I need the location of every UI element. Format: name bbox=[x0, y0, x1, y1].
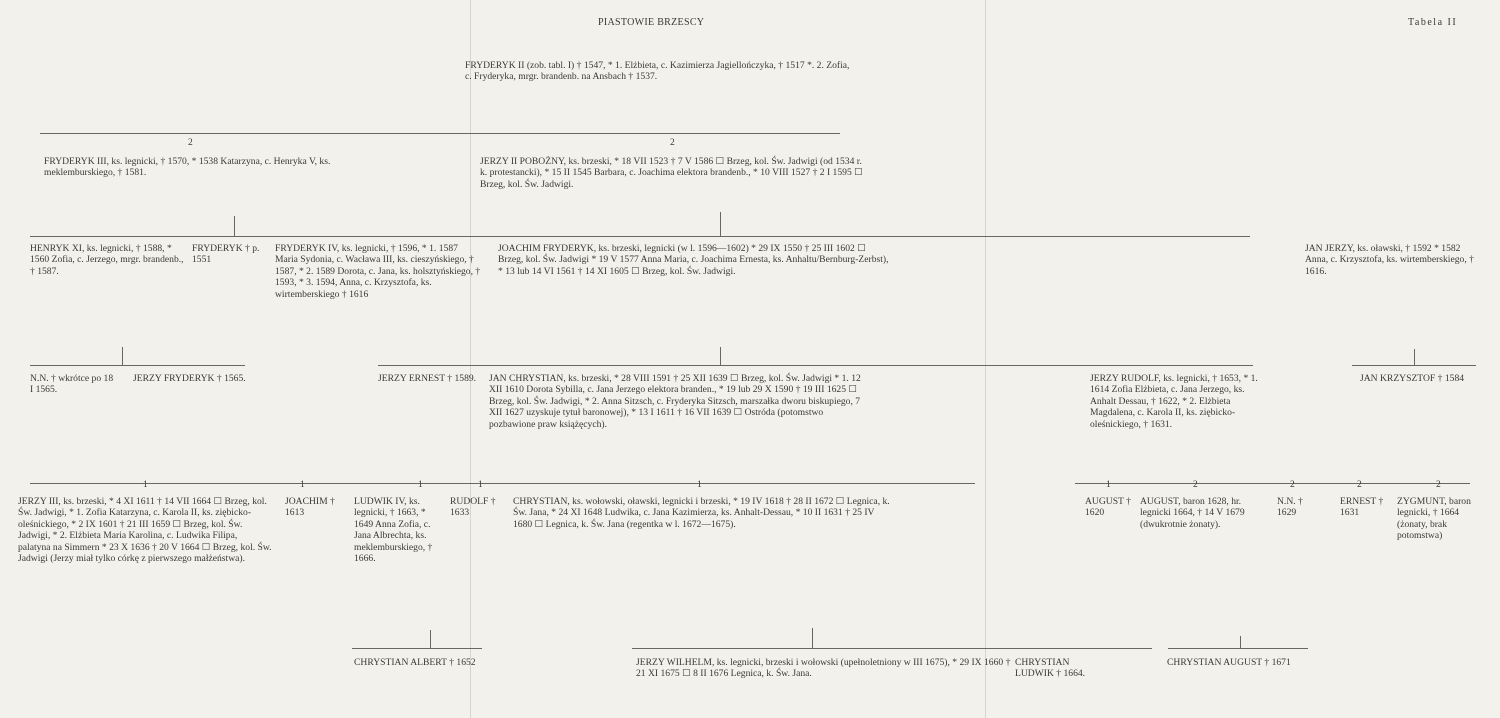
person-jerzy-3: JERZY III, ks. brzeski, * 4 XI 1611 † 14 VII 1664 ☐ Brzeg, kol. Św. Jadwigi, * 1. Zofia Katarzyna, c. Karola II, ks. ziębicko-oleśnickiego, * 2 IX 1601 † 21 III 1659 ☐ Brzeg, kol. Św. Jadwigi, * 2. Elżbieta Maria Karolina, c. Ludwika Filipa, palatyna na Simmern * 23 X 1636 † 20 V 1664 ☐ Brzeg, kol. Św. Jadwigi (Jerzy miał tylko córkę z pierwszego małżeństwa). bbox=[18, 496, 272, 565]
marriage-number: 1 bbox=[418, 480, 423, 490]
person-rudolf: RUDOLF † 1633 bbox=[450, 496, 496, 519]
person-chrystian-ludwik: CHRYSTIAN LUDWIK † 1664. bbox=[1015, 657, 1086, 680]
person-jan-jerzy: JAN JERZY, ks. oławski, † 1592 * 1582 Anna, c. Krzysztofa, ks. wirtemberskiego, † 1616. bbox=[1305, 243, 1474, 277]
marriage-number: 1 bbox=[1106, 480, 1111, 490]
person-jan-chrystian: JAN CHRYSTIAN, ks. brzeski, * 28 VIII 1591 † 25 XII 1639 ☐ Brzeg, kol. Św. Jadwigi * 1. 12 XII 1610 Dorota Sybilla, c. Jana Jerzego elektora branden., * 19 lub 29 X 1590 † 19 III 1625 ☐ Brzeg, kol. Św. Jadwigi, * 2. Anna Sitzsch, c. Fryderyka Sitzsch, marszałka dworu biskupiego, 7 XII 1627 uzyskuje tytuł baronowej), * 13 I 1611 † 16 VII 1639 ☐ Ostróda (potomstwo pozbawione praw książęcych). bbox=[489, 373, 861, 430]
descent-line bbox=[234, 216, 235, 236]
marriage-number: 1 bbox=[697, 480, 702, 490]
descent-line bbox=[720, 347, 721, 365]
marriage-number: 2 bbox=[1290, 480, 1295, 490]
marriage-number: 1 bbox=[300, 480, 305, 490]
sibling-bracket-gen5-right bbox=[1168, 648, 1308, 649]
page-fold-line bbox=[985, 0, 986, 718]
descent-line bbox=[812, 628, 813, 648]
sibling-bracket-gen4-left bbox=[30, 483, 975, 484]
sibling-bracket-gen3-mid bbox=[378, 365, 1253, 366]
sibling-bracket-gen2 bbox=[30, 236, 1250, 237]
person-august-baron: AUGUST, baron 1628, hr. legnicki 1664, † 14 V 1679 (dwukrotnie żonaty). bbox=[1140, 496, 1245, 530]
sibling-bracket-gen3-right bbox=[1352, 365, 1476, 366]
page-title: PIASTOWIE BRZESCY bbox=[598, 17, 705, 28]
person-ludwik-4: LUDWIK IV, ks. legnicki, † 1663, * 1649 Anna Zofia, c. Jana Albrechta, ks. meklemburskiego, † 1666. bbox=[354, 496, 433, 565]
person-joachim: JOACHIM † 1613 bbox=[285, 496, 335, 519]
person-chrystian-albert: CHRYSTIAN ALBERT † 1652 bbox=[354, 657, 476, 668]
sibling-bracket-gen3-left bbox=[30, 365, 245, 366]
person-ernest: ERNEST † 1631 bbox=[1340, 496, 1384, 519]
descent-line bbox=[1414, 349, 1415, 365]
sibling-bracket-gen1 bbox=[40, 133, 840, 134]
descent-line bbox=[1240, 636, 1241, 648]
descent-line bbox=[430, 630, 431, 648]
person-fryderyk-3: FRYDERYK III, ks. legnicki, † 1570, * 1538 Katarzyna, c. Henryka V, ks. meklemburskiego, † 1581. bbox=[44, 156, 331, 179]
person-jerzy-wilhelm: JERZY WILHELM, ks. legnicki, brzeski i wołowski (upełnoletniony w III 1675), * 29 IX 1660 † 21 XI 1675 ☐ 8 II 1676 Legnica, k. Św. Jana. bbox=[636, 657, 1011, 680]
marriage-number: 2 bbox=[1357, 480, 1362, 490]
person-fryderyk-p1551: FRYDERYK † p. 1551 bbox=[192, 243, 260, 266]
marriage-number: 2 bbox=[188, 138, 193, 148]
person-fryderyk-2: FRYDERYK II (zob. tabl. I) † 1547, * 1. Elżbieta, c. Kazimierza Jagiellończyka, † 1517 *. 2. Zofia, c. Fryderyka, mrgr. brandenb. na Ansbach † 1537. bbox=[465, 60, 850, 83]
sibling-bracket-gen5-left bbox=[352, 648, 482, 649]
marriage-number: 2 bbox=[1193, 480, 1198, 490]
table-label: Tabela II bbox=[1408, 17, 1458, 28]
sibling-bracket-gen4-right bbox=[1075, 483, 1470, 484]
marriage-number: 1 bbox=[143, 480, 148, 490]
marriage-number: 2 bbox=[1436, 480, 1441, 490]
person-jerzy-ernest: JERZY ERNEST † 1589. bbox=[378, 373, 477, 384]
person-joachim-fryderyk: JOACHIM FRYDERYK, ks. brzeski, legnicki (w l. 1596—1602) * 29 IX 1550 † 25 III 1602 ☐ Brzeg, kol. Św. Jadwigi * 19 V 1577 Anna Maria, c. Joachima Ernesta, ks. Anhaltu/Bernburg-Zerbst), * 13 lub 14 VI 1561 † 14 XI 1605 ☐ Brzeg, kol. Św. Jadwigi. bbox=[498, 243, 889, 277]
marriage-number: 1 bbox=[478, 480, 483, 490]
person-nn-1629: N.N. † 1629 bbox=[1277, 496, 1303, 519]
descent-line bbox=[720, 212, 721, 236]
person-jerzy-rudolf: JERZY RUDOLF, ks. legnicki, † 1653, * 1. 1614 Zofia Elżbieta, c. Jana Jerzego, ks. Anhalt Dessau, † 1622, * 2. Elżbieta Magdalena, c. Karola II, ks. ziębicko-oleśnickiego, † 1631. bbox=[1090, 373, 1258, 430]
person-chrystian-august: CHRYSTIAN AUGUST † 1671 bbox=[1167, 657, 1291, 668]
person-chrystian: CHRYSTIAN, ks. wołowski, oławski, legnicki i brzeski, * 19 IV 1618 † 28 II 1672 ☐ Legnica, k. Św. Jana, * 24 XI 1648 Ludwika, c. Jana Kazimierza, ks. Anhalt-Dessau, * 10 II 1631 † 25 IV 1680 ☐ Legnica, k. Św. Jana (regentka w l. 1672—1675). bbox=[513, 496, 890, 530]
marriage-number: 2 bbox=[670, 138, 675, 148]
descent-line bbox=[122, 347, 123, 365]
person-jerzy-2: JERZY II POBOŻNY, ks. brzeski, * 18 VII 1523 † 7 V 1586 ☐ Brzeg, kol. Św. Jadwigi (od 1534 r. k. protestancki), * 15 II 1545 Barbara, c. Joachima elektora brandenb., * 10 VIII 1527 † 2 I 1595 ☐ Brzeg, kol. Św. Jadwigi. bbox=[480, 156, 863, 190]
person-henryk-11: HENRYK XI, ks. legnicki, † 1588, * 1560 Zofia, c. Jerzego, mrgr. brandenb., † 1587. bbox=[30, 243, 184, 277]
person-fryderyk-4: FRYDERYK IV, ks. legnicki, † 1596, * 1. 1587 Maria Sydonia, c. Wacława III, ks. cieszyńskiego, † 1587, * 2. 1589 Dorota, c. Jana, ks. holsztyńskiego, † 1593, * 3. 1594, Anna, c. Krzysztofa, ks. wirtemberskiego † 1616 bbox=[275, 243, 481, 300]
person-zygmunt: ZYGMUNT, baron legnicki, † 1664 (żonaty, brak potomstwa) bbox=[1397, 496, 1471, 542]
person-jan-krzysztof: JAN KRZYSZTOF † 1584 bbox=[1360, 373, 1465, 384]
person-august-1620: AUGUST † 1620 bbox=[1085, 496, 1131, 519]
page-fold-line bbox=[470, 0, 471, 718]
person-jerzy-fryderyk: JERZY FRYDERYK † 1565. bbox=[133, 373, 246, 384]
person-nn-1565: N.N. † wkrótce po 18 I 1565. bbox=[30, 373, 114, 396]
sibling-bracket-gen5-mid bbox=[632, 648, 1152, 649]
